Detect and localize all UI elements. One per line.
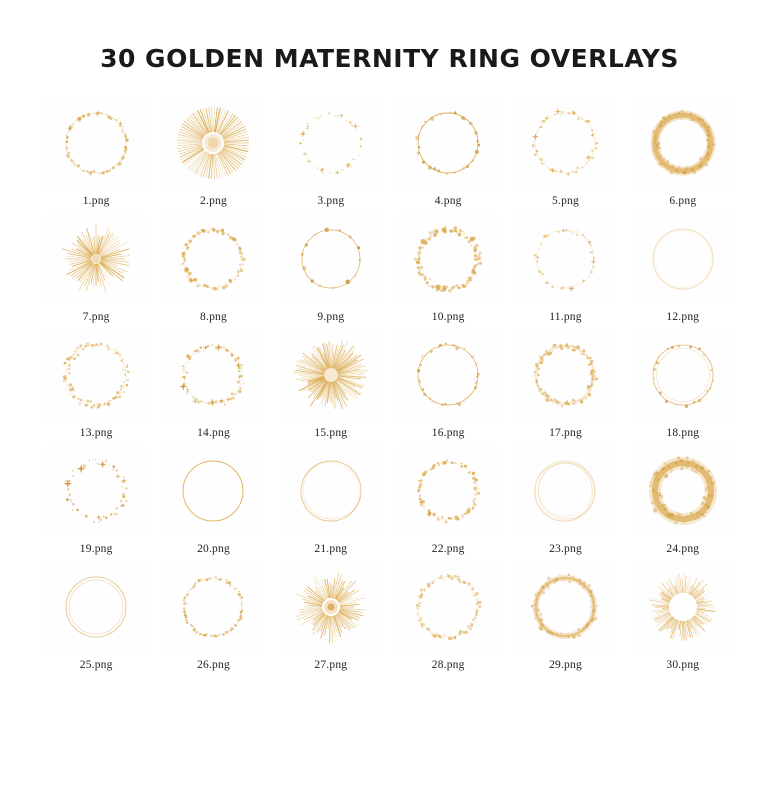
- thumbnail-caption: 2.png: [200, 195, 227, 207]
- ring-overlay-preview[interactable]: [631, 445, 735, 537]
- ring-overlay-preview[interactable]: [513, 329, 617, 421]
- ring-overlay-preview[interactable]: [631, 213, 735, 305]
- ring-overlay-preview[interactable]: [44, 445, 148, 537]
- thumbnail-item[interactable]: [392, 97, 505, 207]
- thumbnail-item[interactable]: [392, 445, 505, 555]
- thumbnail-caption: 12.png: [666, 311, 700, 323]
- thumbnail-item[interactable]: [157, 445, 270, 555]
- thumbnail-item[interactable]: [274, 213, 387, 323]
- thumbnail-caption: 27.png: [314, 659, 348, 671]
- ring-overlay-preview[interactable]: [396, 329, 500, 421]
- thumbnail-item[interactable]: [509, 329, 622, 439]
- thumbnail-caption: 5.png: [552, 195, 579, 207]
- thumbnail-item[interactable]: [157, 213, 270, 323]
- ring-overlay-preview[interactable]: [279, 213, 383, 305]
- ring-overlay-preview[interactable]: [513, 97, 617, 189]
- thumbnail-item[interactable]: [40, 97, 153, 207]
- thumbnail-item[interactable]: [157, 97, 270, 207]
- thumbnail-caption: 28.png: [431, 659, 465, 671]
- thumbnail-caption: 18.png: [666, 427, 700, 439]
- ring-overlay-preview[interactable]: [44, 97, 148, 189]
- ring-overlay-preview[interactable]: [396, 97, 500, 189]
- ring-overlay-preview[interactable]: [161, 97, 265, 189]
- thumbnail-item[interactable]: [509, 445, 622, 555]
- thumbnail-caption: 17.png: [549, 427, 582, 439]
- ring-overlay-preview[interactable]: [161, 213, 265, 305]
- ring-overlay-preview[interactable]: [161, 561, 265, 653]
- ring-overlay-preview[interactable]: [513, 213, 617, 305]
- ring-overlay-preview[interactable]: [279, 561, 383, 653]
- thumbnail-item[interactable]: [157, 329, 270, 439]
- page-title: 30 GOLDEN MATERNITY RING OVERLAYS: [100, 44, 679, 73]
- thumbnail-caption: 15.png: [314, 427, 348, 439]
- thumbnail-caption: 3.png: [317, 195, 345, 207]
- thumbnail-caption: 8.png: [200, 311, 227, 323]
- ring-overlay-preview[interactable]: [513, 445, 617, 537]
- thumbnail-item[interactable]: [274, 445, 387, 555]
- ring-overlay-preview[interactable]: [513, 561, 617, 653]
- ring-overlay-preview[interactable]: [631, 97, 735, 189]
- thumbnail-caption: 21.png: [314, 543, 348, 555]
- thumbnail-caption: 6.png: [669, 195, 697, 207]
- thumbnail-caption: 20.png: [197, 543, 230, 555]
- ring-overlay-preview[interactable]: [279, 445, 383, 537]
- ring-overlay-preview[interactable]: [631, 329, 735, 421]
- thumbnail-caption: 24.png: [666, 543, 700, 555]
- thumbnail-caption: 9.png: [317, 311, 345, 323]
- thumbnail-caption: 13.png: [79, 427, 113, 439]
- ring-overlay-preview[interactable]: [161, 329, 265, 421]
- thumbnail-item[interactable]: [626, 561, 739, 671]
- thumbnail-item[interactable]: [40, 329, 153, 439]
- ring-overlay-preview[interactable]: [279, 97, 383, 189]
- ring-overlay-preview[interactable]: [44, 329, 148, 421]
- thumbnail-caption: 14.png: [197, 427, 230, 439]
- thumbnail-caption: 4.png: [434, 195, 462, 207]
- ring-overlay-preview[interactable]: [396, 213, 500, 305]
- ring-overlay-preview[interactable]: [161, 445, 265, 537]
- thumbnail-item[interactable]: [626, 213, 739, 323]
- thumbnail-caption: 23.png: [549, 543, 582, 555]
- thumbnail-caption: 11.png: [549, 311, 582, 323]
- thumbnail-item[interactable]: [626, 97, 739, 207]
- thumbnail-item[interactable]: [40, 445, 153, 555]
- ring-overlay-preview[interactable]: [396, 445, 500, 537]
- thumbnail-caption: 16.png: [431, 427, 465, 439]
- ring-overlay-preview[interactable]: [44, 561, 148, 653]
- thumbnail-caption: 25.png: [79, 659, 113, 671]
- thumbnail-grid: [40, 83, 740, 671]
- ring-overlay-preview[interactable]: [44, 213, 148, 305]
- thumbnail-item[interactable]: [509, 561, 622, 671]
- thumbnail-caption: 30.png: [666, 659, 700, 671]
- thumbnail-caption: 19.png: [79, 543, 113, 555]
- thumbnail-item[interactable]: [392, 561, 505, 671]
- thumbnail-item[interactable]: [392, 329, 505, 439]
- thumbnail-item[interactable]: [509, 97, 622, 207]
- thumbnail-caption: 10.png: [431, 311, 465, 323]
- thumbnail-caption: 26.png: [197, 659, 230, 671]
- thumbnail-item[interactable]: [626, 445, 739, 555]
- thumbnail-item[interactable]: [626, 329, 739, 439]
- thumbnail-item[interactable]: [274, 329, 387, 439]
- thumbnail-caption: 1.png: [82, 195, 110, 207]
- ring-overlay-preview[interactable]: [631, 561, 735, 653]
- thumbnail-item[interactable]: [509, 213, 622, 323]
- thumbnail-item[interactable]: [392, 213, 505, 323]
- thumbnail-caption: 29.png: [549, 659, 582, 671]
- ring-overlay-preview[interactable]: [279, 329, 383, 421]
- thumbnail-item[interactable]: [40, 213, 153, 323]
- thumbnail-item[interactable]: [274, 561, 387, 671]
- ring-overlay-preview[interactable]: [396, 561, 500, 653]
- thumbnail-caption: 7.png: [82, 311, 110, 323]
- thumbnail-caption: 22.png: [431, 543, 465, 555]
- thumbnail-item[interactable]: [274, 97, 387, 207]
- thumbnail-item[interactable]: [40, 561, 153, 671]
- thumbnail-item[interactable]: [157, 561, 270, 671]
